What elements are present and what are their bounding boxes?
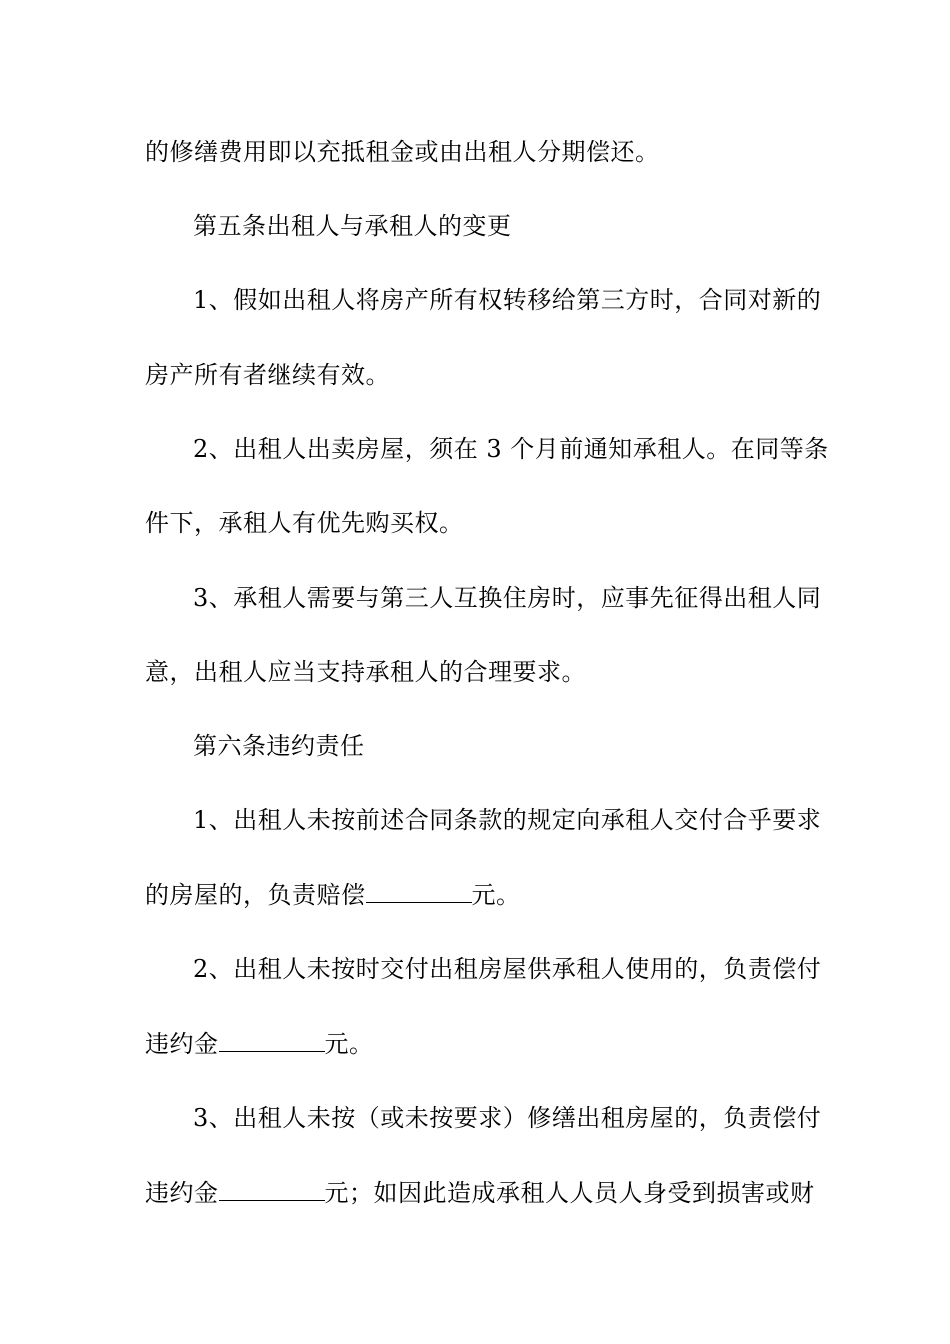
paragraph-line: 2、出租人出卖房屋，须在 3 个月前通知承租人。在同等条: [193, 435, 829, 463]
paragraph-line: 意，出租人应当支持承租人的合理要求。: [145, 658, 586, 686]
paragraph-line: 3、出租人未按（或未按要求）修缮出租房屋的，负责偿付: [193, 1104, 822, 1132]
paragraph-line: 1、假如出租人将房产所有权转移给第三方时，合同对新的: [193, 286, 822, 314]
paragraph-line: 房产所有者继续有效。: [145, 361, 390, 389]
line-text: 元。: [471, 881, 521, 909]
line-text: 元。: [324, 1030, 374, 1058]
paragraph-line: [145, 1029, 835, 1059]
paragraph-line: 1、出租人未按前述合同条款的规定向承租人交付合乎要求: [193, 806, 822, 834]
paragraph-line: 件下，承租人有优先购买权。: [145, 509, 464, 537]
fill-in-blank: [366, 880, 472, 903]
paragraph-line: [145, 880, 835, 910]
section-heading: 第六条违约责任: [193, 732, 365, 760]
line-text: 违约金: [145, 1179, 219, 1207]
fill-in-blank: [219, 1029, 325, 1052]
paragraph-line: 的修缮费用即以充抵租金或由出租人分期偿还。: [145, 138, 660, 166]
line-text: 元；如因此造成承租人人员人身受到损害或财: [324, 1179, 815, 1207]
paragraph-line: 2、出租人未按时交付出租房屋供承租人使用的，负责偿付: [193, 955, 822, 983]
section-heading: 第五条出租人与承租人的变更: [193, 212, 512, 240]
fill-in-blank: [219, 1178, 325, 1201]
line-text: 的房屋的，负责赔偿: [145, 881, 366, 909]
paragraph-line: 3、承租人需要与第三人互换住房时，应事先征得出租人同: [193, 584, 822, 612]
paragraph-line: [145, 1178, 835, 1208]
line-text: 违约金: [145, 1030, 219, 1058]
